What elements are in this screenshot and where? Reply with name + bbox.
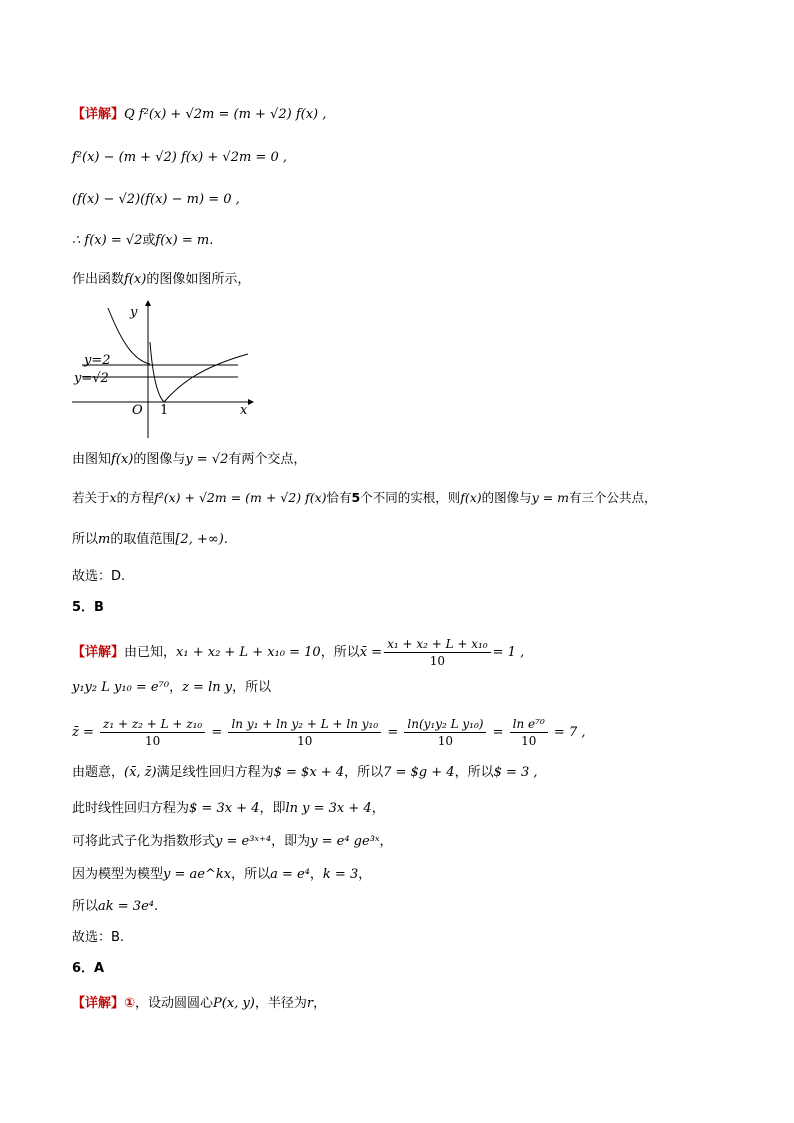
equation: [2, +∞). bbox=[175, 532, 228, 547]
text: 所以 bbox=[72, 899, 99, 914]
text: ， bbox=[169, 680, 183, 695]
fraction bbox=[404, 716, 486, 749]
solution-line bbox=[72, 763, 754, 783]
text: ， bbox=[313, 996, 327, 1011]
text: 有两个交点， bbox=[228, 452, 307, 467]
equation: ∴ f(x) = √2 bbox=[72, 233, 143, 248]
text: ，设动圆圆心 bbox=[135, 996, 214, 1011]
equation: y = m bbox=[531, 490, 570, 505]
text: ，所以 bbox=[454, 765, 494, 780]
equation: f(x) bbox=[111, 452, 134, 467]
equation: (f(x) − √2)(f(x) − m) = 0 , bbox=[72, 192, 240, 207]
x-axis-arrow bbox=[248, 399, 254, 405]
detail-tag: 【详解】 bbox=[72, 996, 125, 1011]
text: ，所以 bbox=[320, 645, 360, 660]
question-number: 5．B bbox=[72, 600, 104, 615]
text: ，所以 bbox=[232, 680, 272, 695]
text: 因为模型为模型 bbox=[72, 867, 164, 882]
text: 可将此式子化为指数形式 bbox=[72, 834, 216, 849]
text: ，即为 bbox=[271, 834, 311, 849]
equation: m bbox=[98, 532, 111, 547]
numerator: ln y₁ + ln y₂ + L + ln y₁₀ bbox=[228, 716, 381, 733]
answer-line bbox=[72, 928, 754, 948]
text: 作出函数 bbox=[72, 272, 125, 287]
text: . bbox=[153, 899, 159, 914]
numerator: z₁ + z₂ + L + z₁₀ bbox=[100, 716, 205, 733]
solution-line bbox=[72, 530, 754, 550]
function-graph bbox=[68, 298, 258, 440]
equation: y = ae^kx bbox=[163, 867, 232, 882]
text: 或 bbox=[142, 233, 156, 248]
text: 的图像如图所示， bbox=[146, 272, 251, 287]
equation: f(x) = m bbox=[155, 233, 210, 248]
equation: = bbox=[492, 725, 504, 740]
text: 的图像与 bbox=[133, 452, 186, 467]
equation: 7 = $g + 4 bbox=[383, 765, 455, 780]
numerator: ln e⁷⁰ bbox=[510, 716, 548, 733]
solution-line bbox=[72, 105, 754, 125]
text: 的方程 bbox=[116, 490, 155, 505]
solution-line bbox=[72, 488, 754, 508]
solution-line bbox=[72, 190, 754, 210]
detail-tag: 【详解】 bbox=[72, 645, 125, 660]
equation: ln y = 3x + 4 bbox=[285, 801, 372, 816]
text: 的图像与 bbox=[481, 490, 532, 505]
text: ，半径为 bbox=[254, 996, 307, 1011]
text: 个不同的实根，则 bbox=[360, 490, 461, 505]
fraction bbox=[100, 716, 205, 749]
solution-line bbox=[72, 832, 754, 852]
equation: ak = 3e⁴ bbox=[98, 899, 154, 914]
equation: r bbox=[306, 996, 314, 1011]
solution-line bbox=[72, 865, 754, 885]
fraction bbox=[510, 716, 548, 749]
denominator: 10 bbox=[297, 734, 313, 748]
fraction bbox=[384, 636, 491, 669]
text: 有三个公共点， bbox=[569, 490, 657, 505]
solution-line bbox=[72, 799, 754, 819]
denominator: 10 bbox=[521, 734, 537, 748]
label-y-sqrt2: y=√2 bbox=[74, 371, 109, 386]
solution-line bbox=[72, 678, 754, 698]
denominator: 10 bbox=[144, 734, 161, 748]
denominator: 10 bbox=[429, 654, 445, 668]
text: ，所以 bbox=[344, 765, 384, 780]
equation: = bbox=[387, 725, 399, 740]
detail-tag: 【详解】 bbox=[72, 107, 125, 122]
equation: $ = 3 , bbox=[493, 765, 538, 780]
label-y-2: y=2 bbox=[84, 353, 111, 368]
denominator: 10 bbox=[437, 734, 454, 748]
equation: f²(x) − (m + √2) f(x) + √2m = 0 , bbox=[72, 150, 287, 165]
equation: z̄ = bbox=[72, 725, 94, 740]
text: 的取值范围 bbox=[110, 532, 176, 547]
tick-label-1: 1 bbox=[160, 403, 169, 418]
curve-middle-branch bbox=[150, 342, 164, 402]
numerator: x₁ + x₂ + L + x₁₀ bbox=[384, 636, 491, 653]
equation: f²(x) + √2m = (m + √2) f(x) bbox=[154, 490, 327, 505]
equation: y = e³ˣ⁺⁴ bbox=[215, 834, 272, 849]
text: 恰有 bbox=[326, 490, 352, 505]
equation: = 7 , bbox=[553, 725, 586, 740]
question-heading bbox=[72, 959, 754, 979]
text: 若关于 bbox=[72, 490, 110, 505]
solution-line bbox=[72, 231, 754, 251]
text: 由图知 bbox=[72, 452, 112, 467]
equation: y = √2 bbox=[185, 452, 229, 467]
equation: $ = $x + 4 bbox=[273, 765, 345, 780]
equation: (x̄, z̄) bbox=[124, 765, 157, 780]
question-number: 6．A bbox=[72, 961, 105, 976]
text: ， bbox=[379, 834, 393, 849]
text: ，即 bbox=[259, 801, 286, 816]
text: ， bbox=[358, 867, 372, 882]
text: 5 bbox=[351, 490, 361, 505]
text: . bbox=[209, 233, 214, 248]
answer-text: 故选：D. bbox=[72, 569, 126, 584]
circled-number: ① bbox=[124, 996, 136, 1011]
equation: P(x, y) bbox=[213, 996, 255, 1011]
curve-left-branch bbox=[108, 308, 150, 364]
curve-right-branch bbox=[164, 354, 248, 402]
y-axis-label: y bbox=[130, 305, 138, 320]
solution-line bbox=[72, 716, 754, 749]
equation: Q f²(x) + √2m = (m + √2) f(x) , bbox=[124, 107, 327, 122]
x-axis-label: x bbox=[240, 403, 248, 418]
solution-line bbox=[72, 450, 754, 470]
text: 所以 bbox=[72, 532, 99, 547]
answer-line bbox=[72, 567, 754, 587]
text: 此时线性回归方程为 bbox=[72, 801, 190, 816]
solution-line bbox=[72, 148, 754, 168]
answer-text: 故选：B. bbox=[72, 930, 125, 945]
equation: y = e⁴ ge³ˣ bbox=[310, 834, 380, 849]
text: 由已知， bbox=[124, 645, 177, 660]
solution-line bbox=[72, 994, 754, 1014]
equation: k = 3 bbox=[322, 867, 359, 882]
equation: $ = 3x + 4 bbox=[189, 801, 260, 816]
equation: y₁y₂ L y₁₀ = e⁷⁰ bbox=[72, 680, 170, 695]
equation: f(x) bbox=[460, 490, 482, 505]
equation: x₁ + x₂ + L + x₁₀ = 10 bbox=[176, 645, 321, 660]
solution-line bbox=[72, 636, 754, 669]
origin-label: O bbox=[132, 403, 143, 418]
equation: z = ln y bbox=[182, 680, 233, 695]
fraction bbox=[228, 716, 381, 749]
equation: = bbox=[211, 725, 223, 740]
y-axis-arrow bbox=[145, 300, 151, 306]
text: ， bbox=[371, 801, 385, 816]
text: 满足线性回归方程为 bbox=[156, 765, 274, 780]
text: ，所以 bbox=[231, 867, 271, 882]
equation: a = e⁴ bbox=[270, 867, 310, 882]
equation: f(x) bbox=[124, 272, 147, 287]
equation: x bbox=[109, 490, 117, 505]
text: ， bbox=[309, 867, 323, 882]
equation: = 1 , bbox=[492, 645, 525, 660]
numerator: ln(y₁y₂ L y₁₀) bbox=[404, 716, 486, 733]
question-heading bbox=[72, 598, 754, 618]
solution-line bbox=[72, 897, 754, 917]
text: 由题意， bbox=[72, 765, 125, 780]
equation: x̄ = bbox=[359, 645, 383, 660]
solution-line bbox=[72, 270, 754, 290]
